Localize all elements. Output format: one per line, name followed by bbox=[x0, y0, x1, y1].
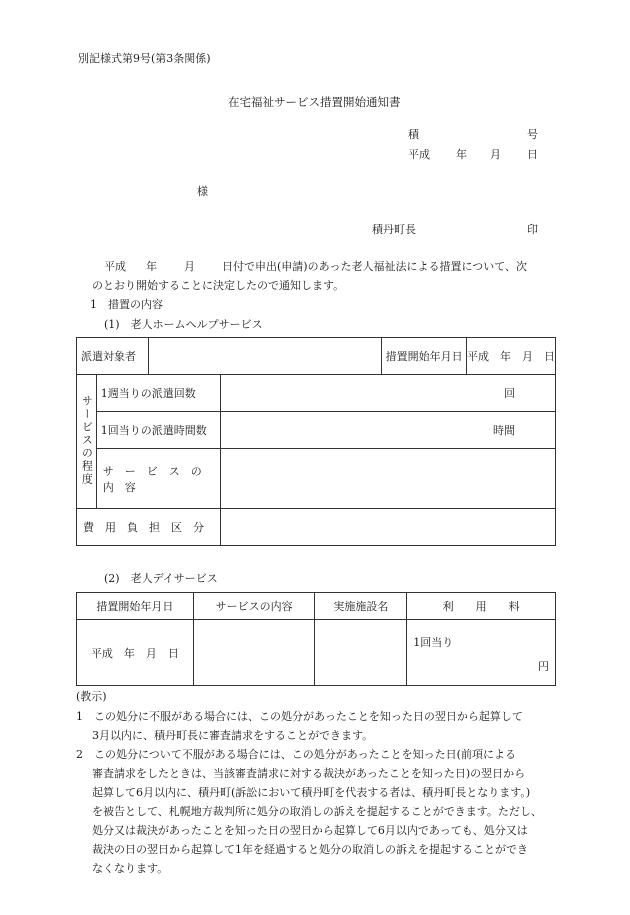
subsection-day-service: (2) 老人デイサービス bbox=[104, 572, 218, 585]
service-content-label: サ ー ビ ス の 内 容 bbox=[96, 449, 220, 509]
date-era: 平成 bbox=[408, 148, 430, 161]
date-year: 年 bbox=[456, 148, 467, 161]
day-service-content-value bbox=[193, 620, 315, 686]
body-era: 平成 bbox=[104, 260, 126, 273]
date-day: 日 bbox=[527, 148, 538, 161]
fee-unit: 円 bbox=[538, 660, 549, 673]
document-title: 在宅福祉サービス措置開始通知書 bbox=[228, 95, 401, 109]
notes-line-4: 審査請求をしたときは、当該審査請求に対する裁決があったことを知った日)の翌日から bbox=[92, 767, 526, 780]
header-usage-fee: 利 用 料 bbox=[407, 593, 556, 620]
notes-line-8: 裁決の日の翌日から起算して1年を経過すると処分の取消しの訴えを提起することができ bbox=[92, 843, 528, 856]
day-service-table bbox=[76, 592, 556, 686]
cost-category-label: 費 用 負 担 区 分 bbox=[77, 509, 221, 546]
weekly-count-label: 1週当りの派遣回数 bbox=[96, 375, 220, 412]
notes-line-9: なくなります。 bbox=[92, 862, 169, 875]
notes-line-6: を被告として、札幌地方裁判所に処分の取消しの訴えを提起することができます。ただし、 bbox=[92, 805, 542, 818]
header-service-content: サービスの内容 bbox=[193, 593, 315, 620]
weekly-count-unit: 回 bbox=[220, 375, 555, 412]
start-date-value: 平成 年 月 日 bbox=[466, 338, 555, 375]
body-line2: のとおり開始することに決定したので通知します。 bbox=[92, 279, 345, 292]
notes-line-3: 2 この処分について不服がある場合には、この処分があったことを知った日(前項による bbox=[76, 748, 516, 761]
subsection-home-help: (1) 老人ホームヘルプサービス bbox=[104, 318, 263, 331]
issuer: 積丹町長 bbox=[372, 223, 416, 236]
form-label: 別記様式第9号(第3条関係) bbox=[78, 52, 211, 65]
fee-per-time-label: 1回当り bbox=[413, 636, 454, 649]
day-start-date-value: 平成 年 月 日 bbox=[77, 620, 194, 686]
cost-category-value bbox=[220, 509, 555, 546]
seal-mark: 印 bbox=[527, 223, 538, 236]
header-facility-name: 実施施設名 bbox=[315, 593, 407, 620]
body-line1: 日付で申出(申請)のあった老人福祉法による措置について、次 bbox=[222, 260, 528, 273]
body-month: 月 bbox=[184, 260, 195, 273]
notes-line-5: 起算して6月以内に、積丹町(訴訟において積丹町を代表する者は、積丹町長となります。) bbox=[92, 786, 531, 799]
notes-line-1: 1 この処分に不服がある場合には、この処分があったことを知った日の翌日から起算して bbox=[76, 710, 523, 723]
addressee-suffix: 様 bbox=[197, 185, 208, 198]
number-label-1: 積 bbox=[408, 128, 419, 141]
section-1-heading: 1 措置の内容 bbox=[90, 298, 163, 311]
start-date-label: 措置開始年月日 bbox=[382, 338, 467, 375]
service-content-value bbox=[220, 449, 555, 509]
dispatch-target-label: 派遣対象者 bbox=[77, 338, 149, 375]
header-start-date: 措置開始年月日 bbox=[77, 593, 194, 620]
hours-per-visit-label: 1回当りの派遣時間数 bbox=[96, 412, 220, 449]
notes-line-7: 処分又は裁決があったことを知った日の翌日から起算して6月以内であっても、処分又は bbox=[92, 824, 528, 837]
body-year: 年 bbox=[146, 260, 157, 273]
number-label-2: 号 bbox=[527, 128, 538, 141]
notes-heading: (教示) bbox=[76, 690, 107, 703]
date-month: 月 bbox=[490, 148, 501, 161]
notes-line-2: 3月以内に、積丹町長に審査請求をすることができます。 bbox=[92, 729, 374, 742]
day-usage-fee-cell bbox=[407, 620, 556, 686]
service-degree-label: サービスの程度 bbox=[77, 375, 97, 509]
dispatch-target-value bbox=[148, 338, 382, 375]
home-help-table bbox=[76, 337, 556, 546]
day-facility-name-value bbox=[315, 620, 407, 686]
hours-unit: 時間 bbox=[220, 412, 555, 449]
